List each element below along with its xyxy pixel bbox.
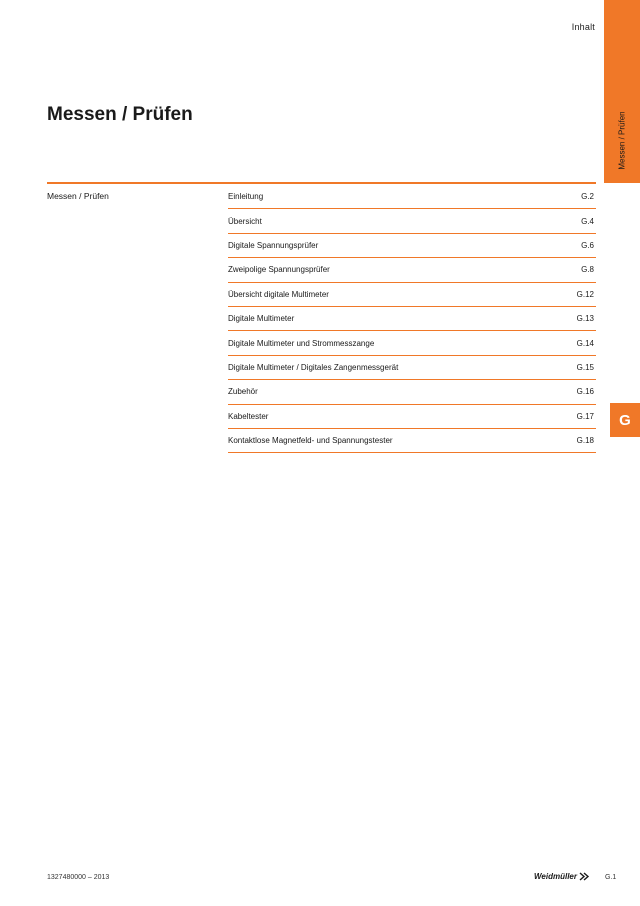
toc-page: G.17 <box>576 411 594 421</box>
toc-page: G.4 <box>581 216 594 226</box>
section-label: Messen / Prüfen <box>47 191 109 201</box>
toc-page: G.14 <box>576 338 594 348</box>
footer-page-number: G.1 <box>605 874 617 881</box>
toc-row[interactable] <box>228 234 596 258</box>
toc-title: Digitale Multimeter / Digitales Zangenmessgerät <box>228 362 399 372</box>
title-divider <box>47 182 596 184</box>
toc-row[interactable] <box>228 380 596 404</box>
toc-row[interactable] <box>228 209 596 233</box>
toc-row[interactable] <box>228 331 596 355</box>
toc-title: Digitale Multimeter und Strommesszange <box>228 338 375 348</box>
toc-title: Kabeltester <box>228 411 269 421</box>
page-title: Messen / Prüfen <box>47 104 193 125</box>
footer-logo <box>534 872 590 881</box>
toc-title: Zubehör <box>228 387 258 397</box>
toc-page: G.16 <box>576 387 594 397</box>
toc-row[interactable] <box>228 283 596 307</box>
toc-title: Kontaktlose Magnetfeld- und Spannungstester <box>228 436 393 446</box>
toc-page: G.15 <box>576 362 594 372</box>
toc-title: Zweipolige Spannungsprüfer <box>228 265 330 275</box>
toc-page: G.12 <box>576 289 594 299</box>
toc-row[interactable] <box>228 307 596 331</box>
toc-page: G.6 <box>581 240 594 250</box>
toc-page: G.8 <box>581 265 594 275</box>
weidmuller-logo-icon <box>579 872 590 881</box>
toc-title: Übersicht digitale Multimeter <box>228 289 329 299</box>
toc-row[interactable] <box>228 185 596 209</box>
toc-row[interactable] <box>228 429 596 453</box>
toc-page: G.13 <box>576 314 594 324</box>
header-label: Inhalt <box>571 22 595 32</box>
toc-row[interactable] <box>228 405 596 429</box>
toc-page: G.18 <box>576 436 594 446</box>
toc-title: Digitale Multimeter <box>228 314 295 324</box>
toc-row[interactable] <box>228 258 596 282</box>
side-tab-label-wrap <box>604 100 640 180</box>
toc-page: G.2 <box>581 192 594 202</box>
toc-title: Übersicht <box>228 216 262 226</box>
toc-row[interactable] <box>228 356 596 380</box>
table-of-contents <box>228 185 596 453</box>
toc-title: Digitale Spannungsprüfer <box>228 240 319 250</box>
toc-title: Einleitung <box>228 192 264 202</box>
footer-doc-number: 1327480000 – 2013 <box>47 874 110 881</box>
brand-name: Weidmüller <box>534 872 577 881</box>
side-tab-label: Messen / Prüfen <box>617 110 627 170</box>
chapter-letter-tab[interactable]: G <box>610 403 640 437</box>
